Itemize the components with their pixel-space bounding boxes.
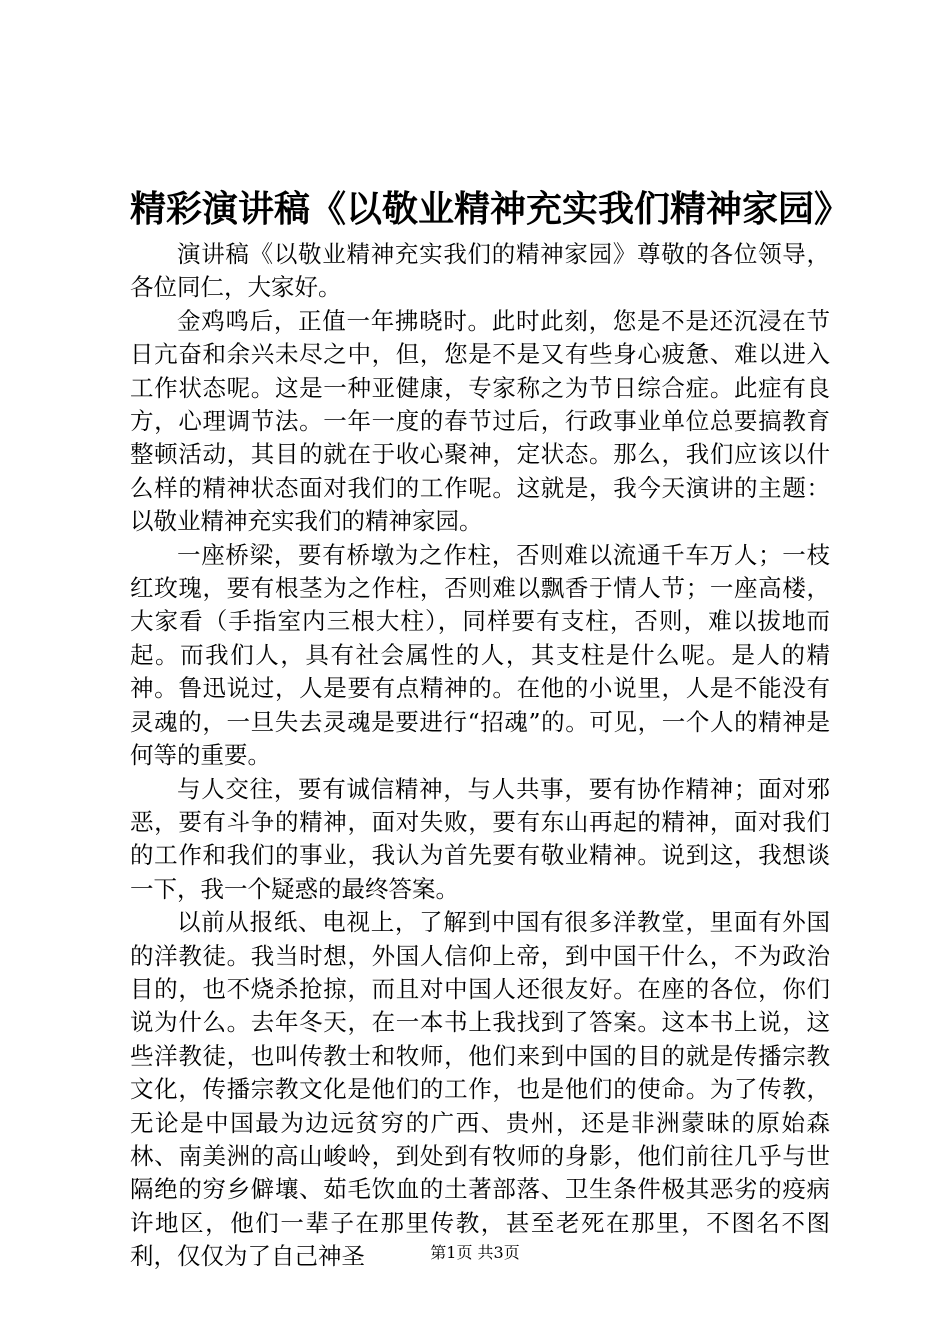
document-body (130, 238, 830, 1274)
page-title: 精彩演讲稿《以敬业精神充实我们精神家园》 (130, 188, 851, 230)
paragraph-4: 与人交往，要有诚信精神，与人共事，要有协作精神；面对邪恶，要有斗争的精神，面对失败，要有东山再起的精神，面对我们的工作和我们的事业，我认为首先要有敬业精神。说到这，我想谈一下，我一个疑惑的最终答案。 (130, 774, 830, 903)
paragraph-3: 一座桥梁，要有桥墩为之作柱，否则难以流通千车万人；一枝红玫瑰，要有根茎为之作柱，否则难以飘香于情人节；一座高楼，大家看（手指室内三根大柱），同样要有支柱，否则，难以拔地而起。而我们人，具有社会属性的人，其支柱是什么呢。是人的精神。鲁迅说过，人是要有点精神的。在他的小说里，人是不能没有灵魂的，一旦失去灵魂是要进行“招魂”的。可见，一个人的精神是何等的重要。 (130, 540, 830, 770)
paragraph-1: 演讲稿《以敬业精神充实我们的精神家园》尊敬的各位领导，各位同仁，大家好。 (130, 240, 830, 302)
paragraph-2: 金鸡鸣后，正值一年拂晓时。此时此刻，您是不是还沉浸在节日亢奋和余兴未尽之中，但，您是不是又有些身心疲惫、难以进入工作状态呢。这是一种亚健康，专家称之为节日综合症。此症有良方，心理调节法。一年一度的春节过后，行政事业单位总要搞教育整顿活动，其目的就在于收心聚神，定状态。那么，我们应该以什么样的精神状态面对我们的工作呢。这就是，我今天演讲的主题：以敬业精神充实我们的精神家园。 (130, 306, 830, 536)
paragraph-5: 以前从报纸、电视上，了解到中国有很多洋教堂，里面有外国的洋教徒。我当时想，外国人信仰上帝，到中国干什么，不为政治目的，也不烧杀抢掠，而且对中国人还很友好。在座的各位，你们说为什么。去年冬天，在一本书上我找到了答案。这本书上说，这些洋教徒，也叫传教士和牧师，他们来到中国的目的就是传播宗教文化，传播宗教文化是他们的工作，也是他们的使命。为了传教，无论是中国最为边远贫穷的广西、贵州，还是非洲蒙昧的原始森林、南美洲的高山峻岭，到处到有牧师的身影，他们前往几乎与世隔绝的穷乡僻壤、茹毛饮血的土著部落、卫生条件极其恶劣的疫病许地区，他们一辈子在那里传教，甚至老死在那里，不图名不图利，仅仅为了自己神圣 (130, 908, 830, 1271)
page-footer: 第1页 共3页 (430, 1243, 520, 1262)
